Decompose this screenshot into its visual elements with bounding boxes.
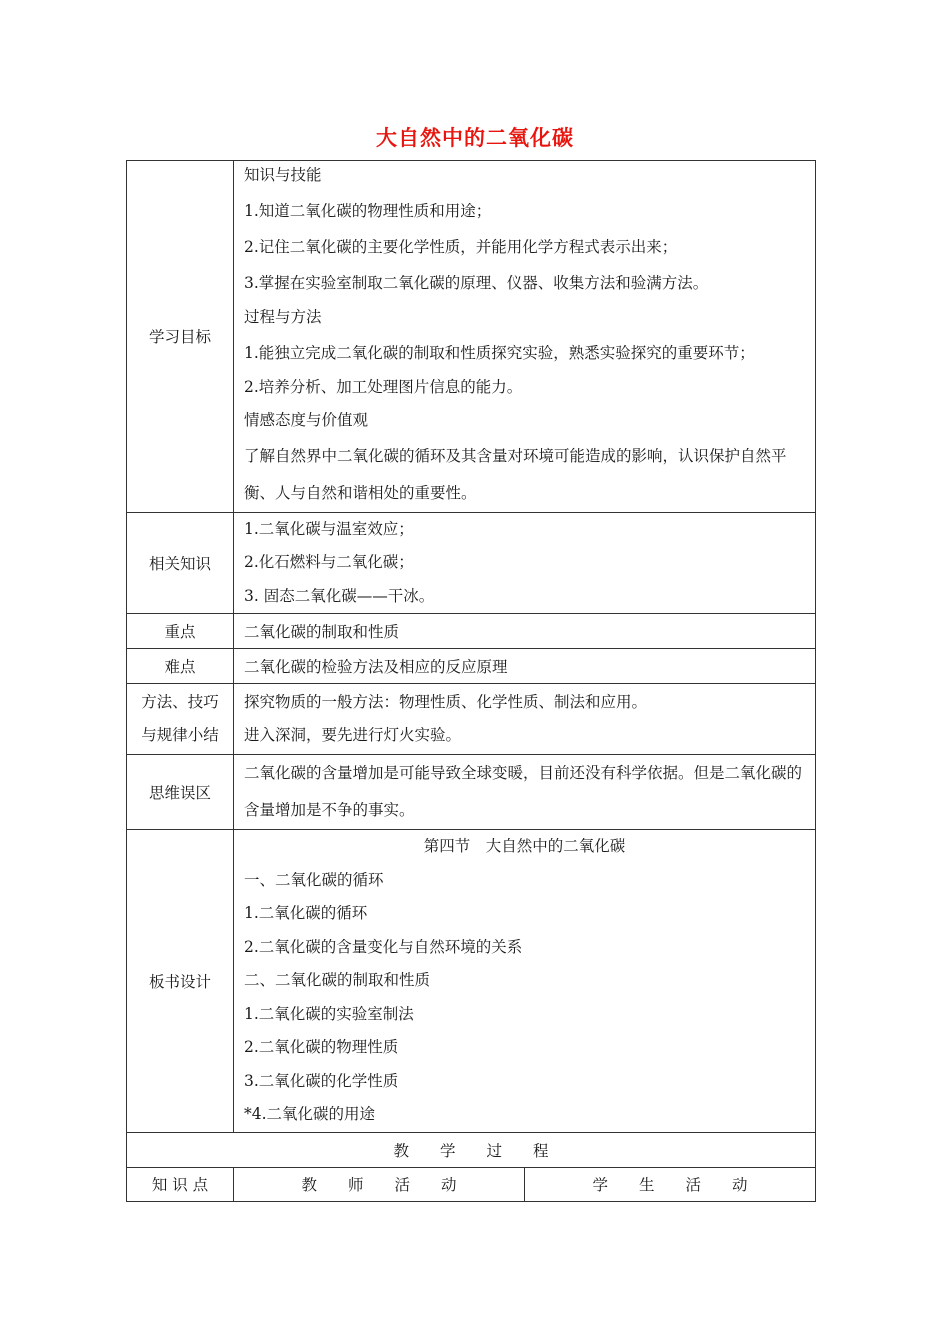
methods-content (234, 684, 816, 755)
objective-paragraph: 了解自然界中二氧化碳的循环及其含量对环境可能造成的影响，认识保护自然平衡、人与自然和谐相处的重要性。 (244, 446, 787, 502)
related-line: 3. 固态二氧化碳——干冰。 (244, 586, 435, 605)
objectives-content (234, 161, 816, 513)
methods-label-line: 方法、技巧 (141, 692, 219, 711)
related-line: 2.化石燃料与二氧化碳； (244, 553, 414, 571)
process-title-row (127, 1132, 816, 1167)
keypoint-label: 重点 (127, 614, 234, 649)
keypoint-content: 二氧化碳的制取和性质 (234, 614, 816, 649)
objective-heading-process: 过程与方法 (244, 308, 322, 326)
objectives-row (127, 161, 816, 513)
difficulty-label: 难点 (127, 649, 234, 684)
column-header-student: 学 生 活 动 (525, 1167, 816, 1201)
methods-label (127, 684, 234, 755)
board-design-row (127, 830, 816, 1133)
related-knowledge-content (234, 512, 816, 614)
objective-line: 1.知道二氧化碳的物理性质和用途； (244, 202, 492, 220)
column-header-teacher: 教 师 活 动 (234, 1167, 525, 1201)
objective-heading-knowledge: 知识与技能 (244, 166, 322, 184)
objective-line: 2.培养分析、加工处理图片信息的能力。 (244, 377, 523, 396)
objective-heading-attitude: 情感态度与价值观 (244, 411, 369, 429)
misconception-content (234, 755, 816, 830)
board-design-content (234, 830, 816, 1133)
objective-line: 1.能独立完成二氧化碳的制取和性质探究实验，熟悉实验探究的重要环节； (244, 343, 755, 362)
lesson-plan-table (126, 160, 816, 1202)
board-line: 1.二氧化碳的实验室制法 (244, 1004, 414, 1023)
related-knowledge-row (127, 512, 816, 614)
board-line: *4.二氧化碳的用途 (244, 1105, 376, 1123)
board-line: 二、二氧化碳的制取和性质 (244, 971, 431, 989)
objective-line: 3.掌握在实验室制取二氧化碳的原理、仪器、收集方法和验满方法。 (244, 274, 709, 292)
process-header-row (127, 1167, 816, 1201)
process-title: 教 学 过 程 (127, 1132, 816, 1167)
methods-line: 进入深洞，要先进行灯火实验。 (244, 726, 462, 744)
objectives-label: 学习目标 (127, 161, 234, 513)
document-title: 大自然中的二氧化碳 (376, 126, 574, 150)
methods-label-line: 与规律小结 (141, 726, 219, 744)
methods-row (127, 684, 816, 755)
misconception-label: 思维误区 (127, 755, 234, 830)
keypoint-row (127, 614, 816, 649)
board-line: 2.二氧化碳的物理性质 (244, 1038, 399, 1056)
objective-line: 2.记住二氧化碳的主要化学性质，并能用化学方程式表示出来； (244, 238, 678, 256)
misconception-row (127, 755, 816, 830)
related-knowledge-label: 相关知识 (127, 512, 234, 614)
misconception-text: 二氧化碳的含量增加是可能导致全球变暖，目前还没有科学依据。但是二氧化碳的含量增加是不争的事实。 (244, 764, 803, 819)
board-design-label: 板书设计 (127, 830, 234, 1133)
difficulty-row (127, 649, 816, 684)
board-heading: 第四节 大自然中的二氧化碳 (423, 837, 626, 855)
board-line: 3.二氧化碳的化学性质 (244, 1071, 399, 1090)
column-header-knowledge: 知 识 点 (127, 1167, 234, 1201)
difficulty-content: 二氧化碳的检验方法及相应的反应原理 (234, 649, 816, 684)
board-line: 一、二氧化碳的循环 (244, 870, 384, 889)
board-line: 2.二氧化碳的含量变化与自然环境的关系 (244, 937, 523, 956)
board-line: 1.二氧化碳的循环 (244, 904, 368, 922)
methods-line: 探究物质的一般方法：物理性质、化学性质、制法和应用。 (244, 692, 648, 711)
related-line: 1.二氧化碳与温室效应； (244, 519, 414, 538)
